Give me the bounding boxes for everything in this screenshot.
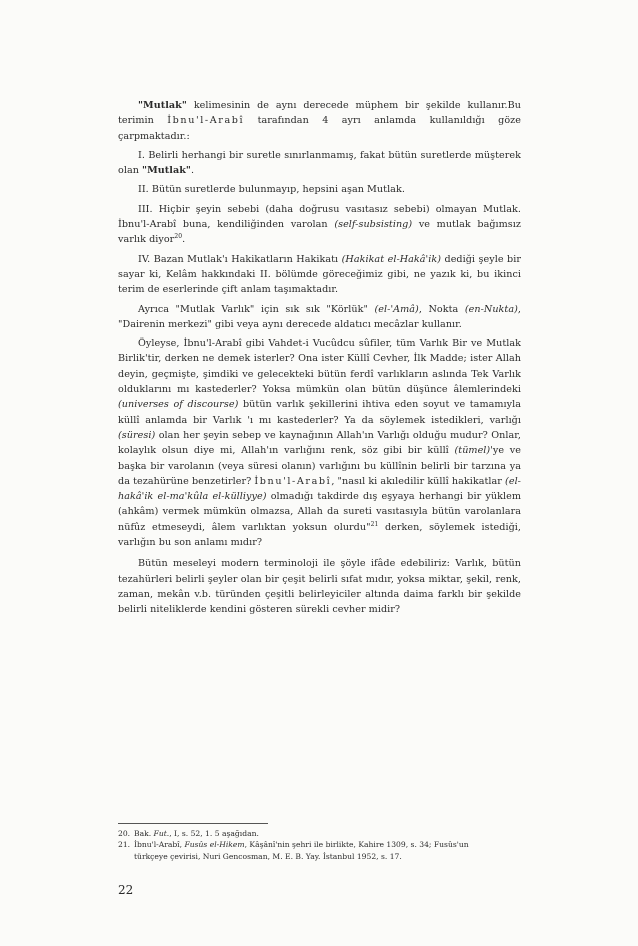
body-text — [118, 98, 521, 618]
footnote-21: 21. İbnu'l-Arabî, Fusûs el-Hikem, Kâşânî'nin şehri ile birlikte, Kahire 1309, s. 34; Fusûs'un — [118, 840, 469, 850]
paragraph-meaning-1: I. Belirli herhangi bir suretle sınırlanmamış, fakat bütün suretlerde müşterek olan "Mutlak". — [118, 149, 521, 177]
paragraph-meaning-2: II. Bütün suretlerde bulunmayıp, hepsini aşan Mutlak. — [138, 184, 405, 196]
term-mutlak: "Mutlak" — [142, 165, 191, 177]
footnote-ref-20: 20 — [174, 233, 183, 241]
paragraph-metaphors: Ayrıca "Mutlak Varlık" için sık sık "Körlük" (el-'Amâ), Nokta (en-Nukta), "Dairenin merkezi" gibi veya aynı derecede aldatıcı mecâzlar kullanır. — [118, 303, 521, 330]
footnote-separator — [118, 823, 268, 824]
footnote-20: 20. Bak. Fut., I, s. 52, 1. 5 aşağıdan. — [118, 829, 259, 838]
author-name: İbnu'l-Arabî — [167, 115, 245, 127]
footnote-ref-21: 21 — [370, 520, 379, 528]
paragraph-mutlak-intro: "Mutlak" kelimesinin de aynı derecede müphem bir şekilde kullanır.Bu terimin İbnu'l-Arabî tarafından 4 ayrı anlamda kullanıldığı göze çarpmaktadır.: — [118, 100, 521, 142]
paragraph-meaning-4: IV. Bazan Mutlak'ı Hakikatların Hakikatı (Hakikat el-Hakâ'ik) dediği şeyle bir sayar ki, Kelâm hakkındaki II. bölümde göreceğimiz gibi, ne yazık ki, bu ikinci terim de eserlerinde çift anlam taşımaktadır. — [118, 253, 521, 296]
paragraph-modern-terminology: Bütün meseleyi modern terminoloji ile şöyle ifâde edebiliriz: Varlık, bütün tezahürleri belirli şeyler olan bir çeşit belirli sıfat mıdır, yoksa miktar, şekil, renk, zaman, mekân v.b. türünden çeşitli belirleyiciler altında daima farklı bir şekilde belirli niteliklerde kendini gösteren sürekli cevher midir? — [118, 558, 521, 616]
author-name: İbnu'l-Arabî — [254, 475, 332, 487]
paragraph-meaning-3: III. Hiçbir şeyin sebebi (daha doğrusu vasıtasız sebebi) olmayan Mutlak. İbnu'l-Arabî buna, kendiliğinden varolan (self-subsisting) ve mutlak bağımsız varlık diyor$^{20}$. — [118, 203, 521, 246]
term-mutlak: "Mutlak" — [138, 100, 187, 111]
paragraph-vahdet: Öyleyse, İbnu'l-Arabî gibi Vahdet-i Vucûdcu sûfiler, tüm Varlık Bir ve Mutlak Birlik'tir, derken ne demek isterler? Ona ister Küllî Cevher, İlk Madde; ister Allah deyin, geçmişte, şimdiki ve gelecekteki bütün ferdî varlıkların aslında Tek Varlık olduklarını mı kastederler? Yoksa mümkün olan bütün düşünce âlemlerindeki (universes of discourse) bütün varlık şekillerini ihtiva eden soyut ve tamamıyla küllî anlamda bir Varlık 'ı mı kastederler? Ya da söylemek istedikleri, varlığı (süresi) olan her şeyin sebep ve kaynağının Allah'ın Varlığı olduğu mudur? Onlar, kolaylık olsun diye mi, Allah'ın varlığını renk, söz gibi bir küllî (tümel)'ye ve başka bir varolanın (veya süresi olanın) varlığını bu küllînin belirli bir tarzına ya da tezahürüne benzetirler? İbnu'l-Arabî, "nasıl ki akıledilir küllî hakikatlar (el-hakâ'ik el-ma'kûla el-külliyye) olmadığı takdirde dış eşyaya herhangi bir yüklem (ahkâm) vermek mümkün olmazsa, Allah da sureti vasıtasıyla bütün varolanlara nüfûz etmeseydi, âlem varlıktan yoksun olurdu"$^{21}$ derken, söylemek istediği, varlığın bu son anlamı mıdır? — [118, 338, 521, 549]
footnotes — [118, 828, 521, 862]
page-number: 22 — [118, 883, 134, 897]
footnote-21-continuation: türkçeye çevirisi, Nuri Gencosman, M. E. B. Yay. İstanbul 1952, s. 17. — [134, 851, 402, 861]
